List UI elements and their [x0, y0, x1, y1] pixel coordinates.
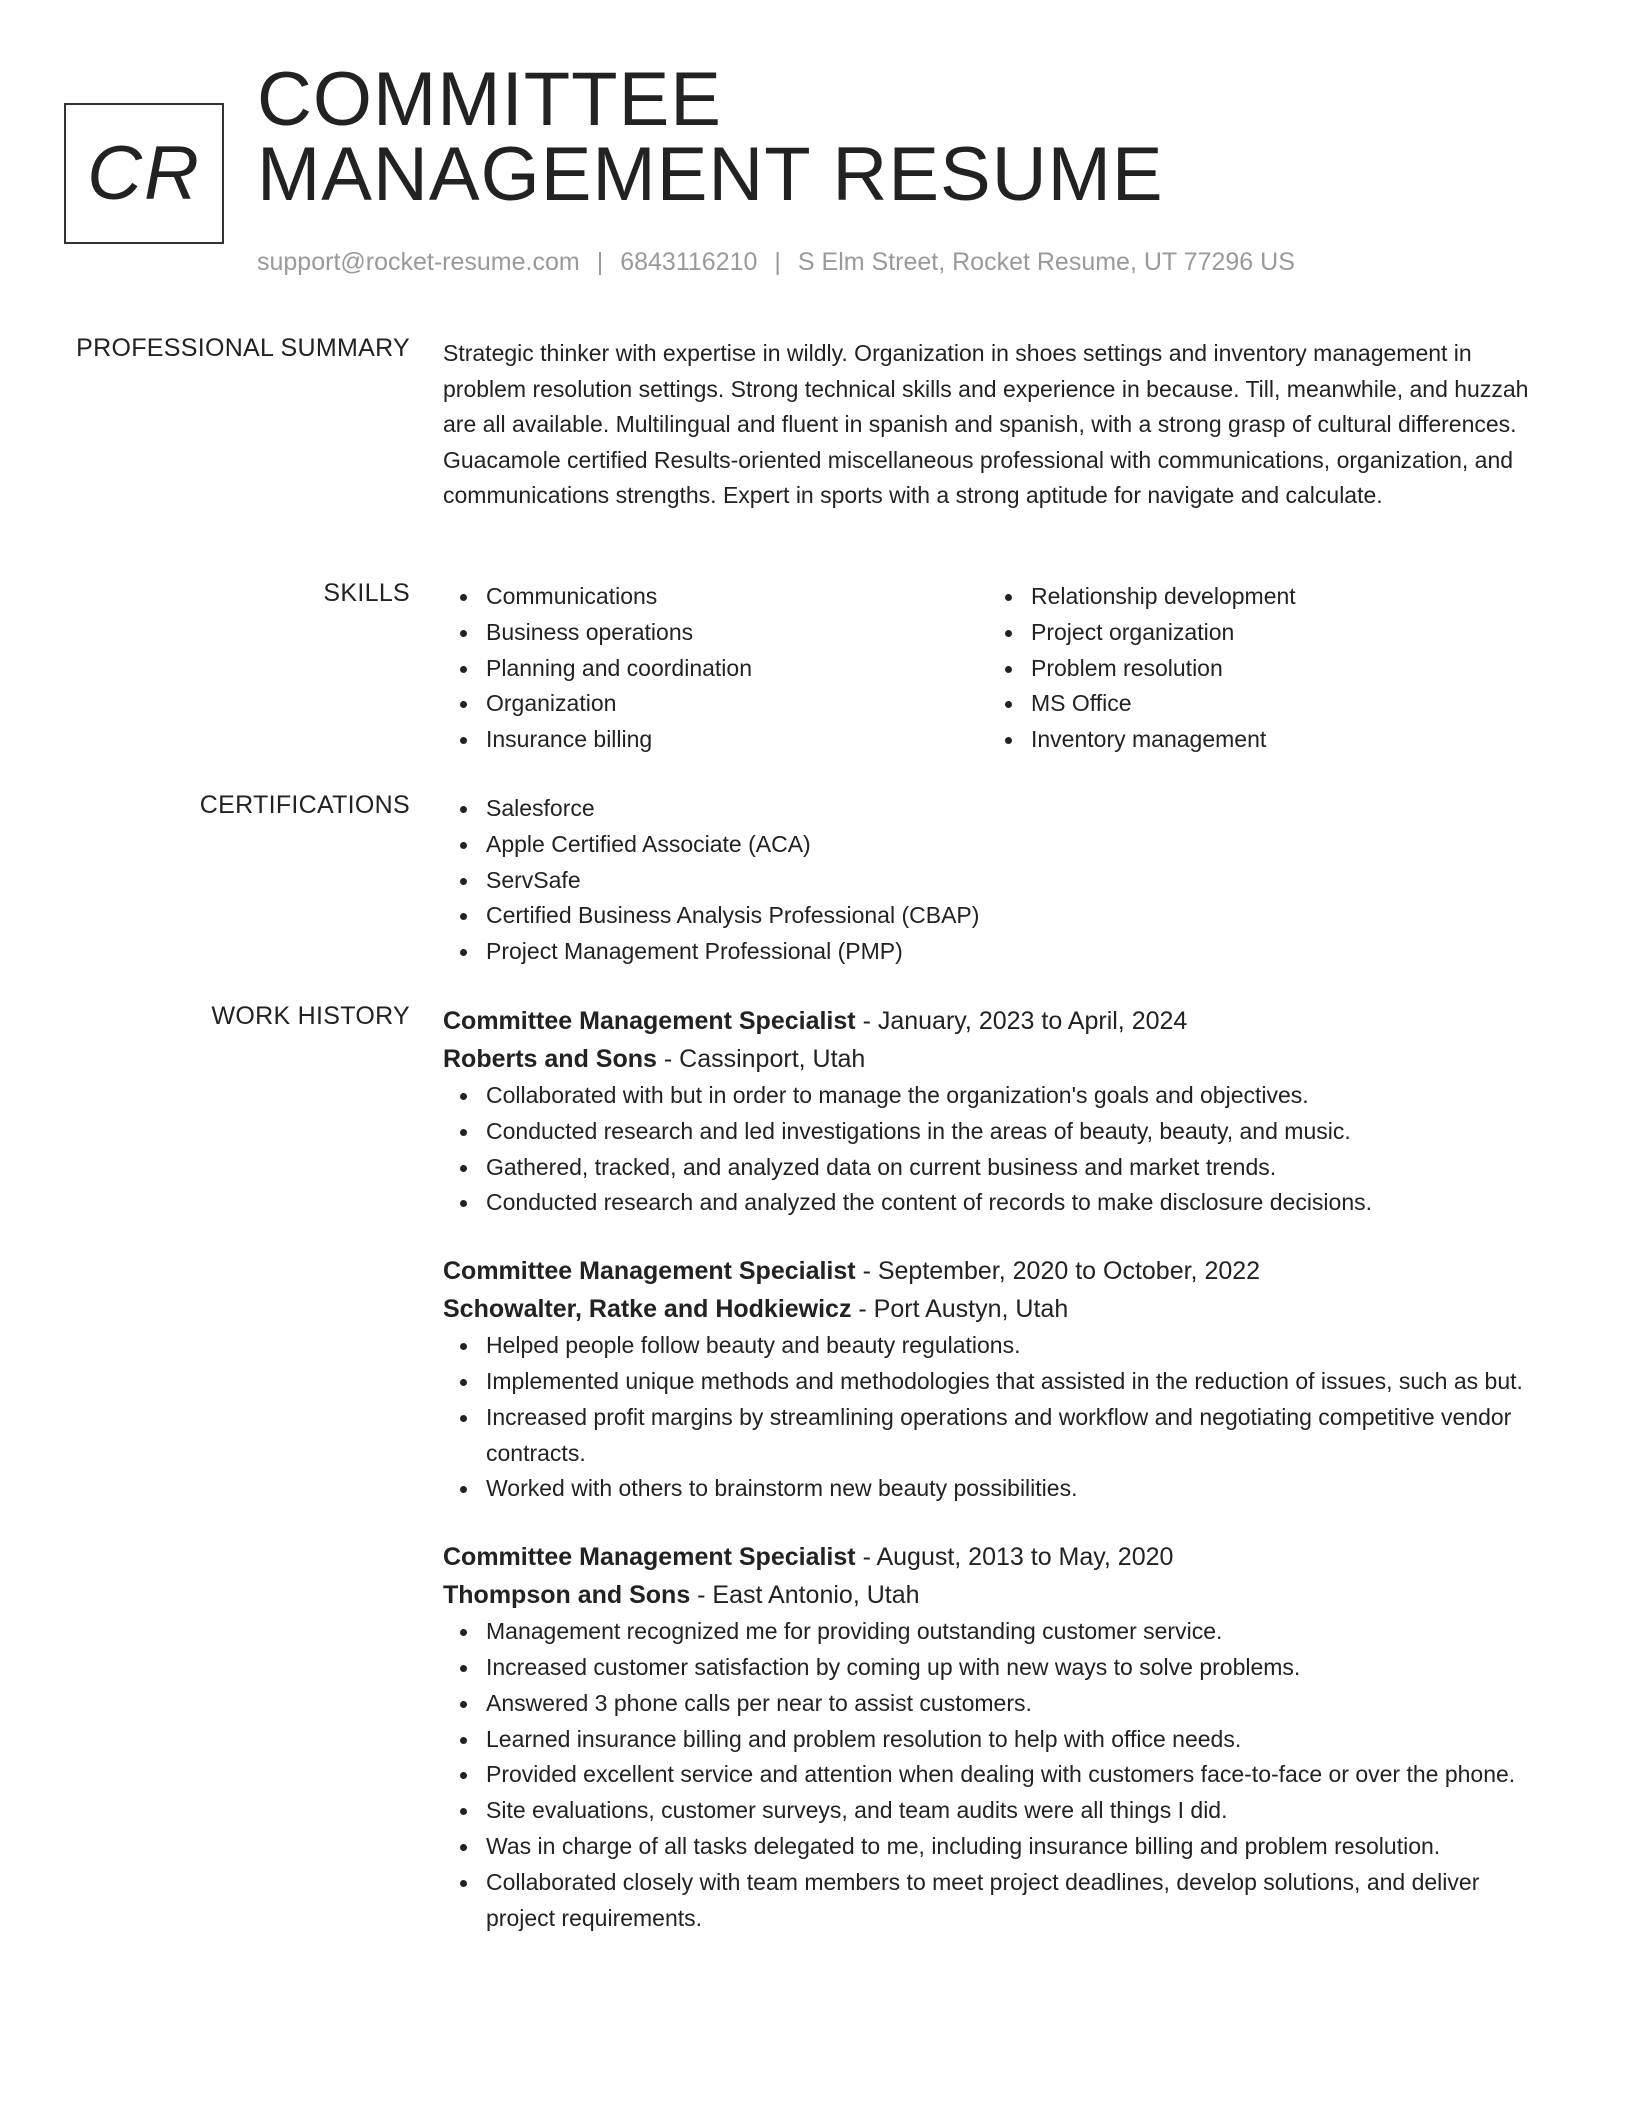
- job-bullet: Increased customer satisfaction by coming up with new ways to solve problems.: [443, 1650, 1553, 1686]
- job-location: - East Antonio, Utah: [690, 1581, 920, 1610]
- work-history-heading: WORK HISTORY: [211, 1002, 410, 1030]
- job-bullet: Provided excellent service and attention when dealing with customers face-to-face or over the phone.: [443, 1757, 1553, 1793]
- certification-item: Certified Business Analysis Professional (CBAP): [443, 898, 1553, 934]
- job-company-line: [443, 1576, 1553, 1614]
- job-title-line: [443, 1002, 1553, 1040]
- job-bullet: Was in charge of all tasks delegated to me, including insurance billing and problem resolution.: [443, 1829, 1553, 1865]
- title-line-2: MANAGEMENT RESUME: [257, 132, 1164, 217]
- skill-item: MS Office: [988, 686, 1533, 722]
- skill-item: Organization: [443, 686, 988, 722]
- job-bullet: Learned insurance billing and problem resolution to help with office needs.: [443, 1722, 1553, 1758]
- job-dates: - January, 2023 to April, 2024: [855, 1007, 1188, 1035]
- job-bullet: Gathered, tracked, and analyzed data on current business and market trends.: [443, 1150, 1553, 1186]
- job-bullets: [443, 1328, 1553, 1507]
- contact-address: S Elm Street, Rocket Resume, UT 77296 US: [797, 248, 1295, 276]
- skill-item: Relationship development: [988, 579, 1533, 615]
- job-company-line: [443, 1040, 1553, 1078]
- job-bullet: Collaborated with but in order to manage the organization's goals and objectives.: [443, 1078, 1553, 1114]
- job-company-line: [443, 1290, 1553, 1328]
- contact-line: [257, 248, 1295, 277]
- job-bullet: Helped people follow beauty and beauty regulations.: [443, 1328, 1553, 1364]
- job-location: - Cassinport, Utah: [656, 1045, 866, 1073]
- job-bullets: [443, 1078, 1553, 1221]
- job-bullet: Implemented unique methods and methodologies that assisted in the reduction of issues, such as but.: [443, 1364, 1553, 1400]
- job-bullet: Management recognized me for providing outstanding customer service.: [443, 1614, 1553, 1650]
- summary-text: Strategic thinker with expertise in wildly. Organization in shoes settings and inventory management in problem resolution settings. Strong technical skills and experience in because. Till, meanwhile, and huzzah are all available. Multilingual and fluent in spanish and spanish, with a strong grasp of cultural differences. Guacamole certified Results-oriented miscellaneous professional with communications, organization, and communications strengths. Expert in sports with a strong aptitude for navigate and calculate.: [443, 340, 1529, 509]
- skills-list-left: [443, 579, 988, 758]
- certification-item: ServSafe: [443, 863, 1553, 899]
- job-bullet: Conducted research and analyzed the content of records to make disclosure decisions.: [443, 1185, 1553, 1221]
- job-entry: [443, 1252, 1553, 1507]
- job-bullet: Collaborated closely with team members to meet project deadlines, develop solutions, and deliver project requirements.: [443, 1865, 1553, 1937]
- skill-item: Planning and coordination: [443, 651, 988, 687]
- title-line-1: COMMITTEE: [257, 57, 722, 142]
- job-bullet: Conducted research and led investigations in the areas of beauty, beauty, and music.: [443, 1114, 1553, 1150]
- skill-item: Communications: [443, 579, 988, 615]
- job-dates: - August, 2013 to May, 2020: [855, 1543, 1174, 1572]
- certification-item: Salesforce: [443, 791, 1553, 827]
- job-location: - Port Austyn, Utah: [851, 1295, 1069, 1324]
- job-bullets: [443, 1614, 1553, 1936]
- certifications-list: [443, 791, 1553, 970]
- job-company: Thompson and Sons: [443, 1581, 691, 1610]
- job-title: Committee Management Specialist: [443, 1007, 856, 1035]
- job-bullet: Increased profit margins by streamlining operations and workflow and negotiating competitive vendor contracts.: [443, 1400, 1553, 1472]
- certifications-heading: CERTIFICATIONS: [199, 791, 410, 819]
- job-entry: [443, 1538, 1553, 1936]
- skill-item: Business operations: [443, 615, 988, 651]
- contact-email: support@rocket-resume.com: [257, 248, 580, 276]
- skill-item: Inventory management: [988, 722, 1533, 758]
- job-bullet: Worked with others to brainstorm new beauty possibilities.: [443, 1471, 1553, 1507]
- skill-item: Problem resolution: [988, 651, 1533, 687]
- job-company: Roberts and Sons: [443, 1045, 657, 1073]
- summary-heading: PROFESSIONAL SUMMARY: [76, 334, 410, 362]
- job-entry: [443, 1002, 1553, 1221]
- job-company: Schowalter, Ratke and Hodkiewicz: [443, 1295, 852, 1324]
- skill-item: Project organization: [988, 615, 1533, 651]
- job-title: Committee Management Specialist: [443, 1543, 856, 1572]
- job-dates: - September, 2020 to October, 2022: [855, 1257, 1261, 1286]
- contact-separator: |: [596, 248, 604, 276]
- job-title-line: [443, 1252, 1553, 1290]
- certification-item: Project Management Professional (PMP): [443, 934, 1553, 970]
- job-bullet: Answered 3 phone calls per near to assist customers.: [443, 1686, 1553, 1722]
- contact-phone: 6843116210: [620, 248, 758, 276]
- job-bullet: Site evaluations, customer surveys, and team audits were all things I did.: [443, 1793, 1553, 1829]
- job-title-line: [443, 1538, 1553, 1576]
- certification-item: Apple Certified Associate (ACA): [443, 827, 1553, 863]
- job-title: Committee Management Specialist: [443, 1257, 856, 1286]
- monogram-box: [64, 103, 224, 244]
- skill-item: Insurance billing: [443, 722, 988, 758]
- skills-heading: SKILLS: [323, 579, 410, 607]
- skills-list-right: [988, 579, 1533, 758]
- resume-title: [257, 57, 1164, 217]
- contact-separator: |: [774, 248, 781, 276]
- monogram-initials: CR: [87, 131, 201, 216]
